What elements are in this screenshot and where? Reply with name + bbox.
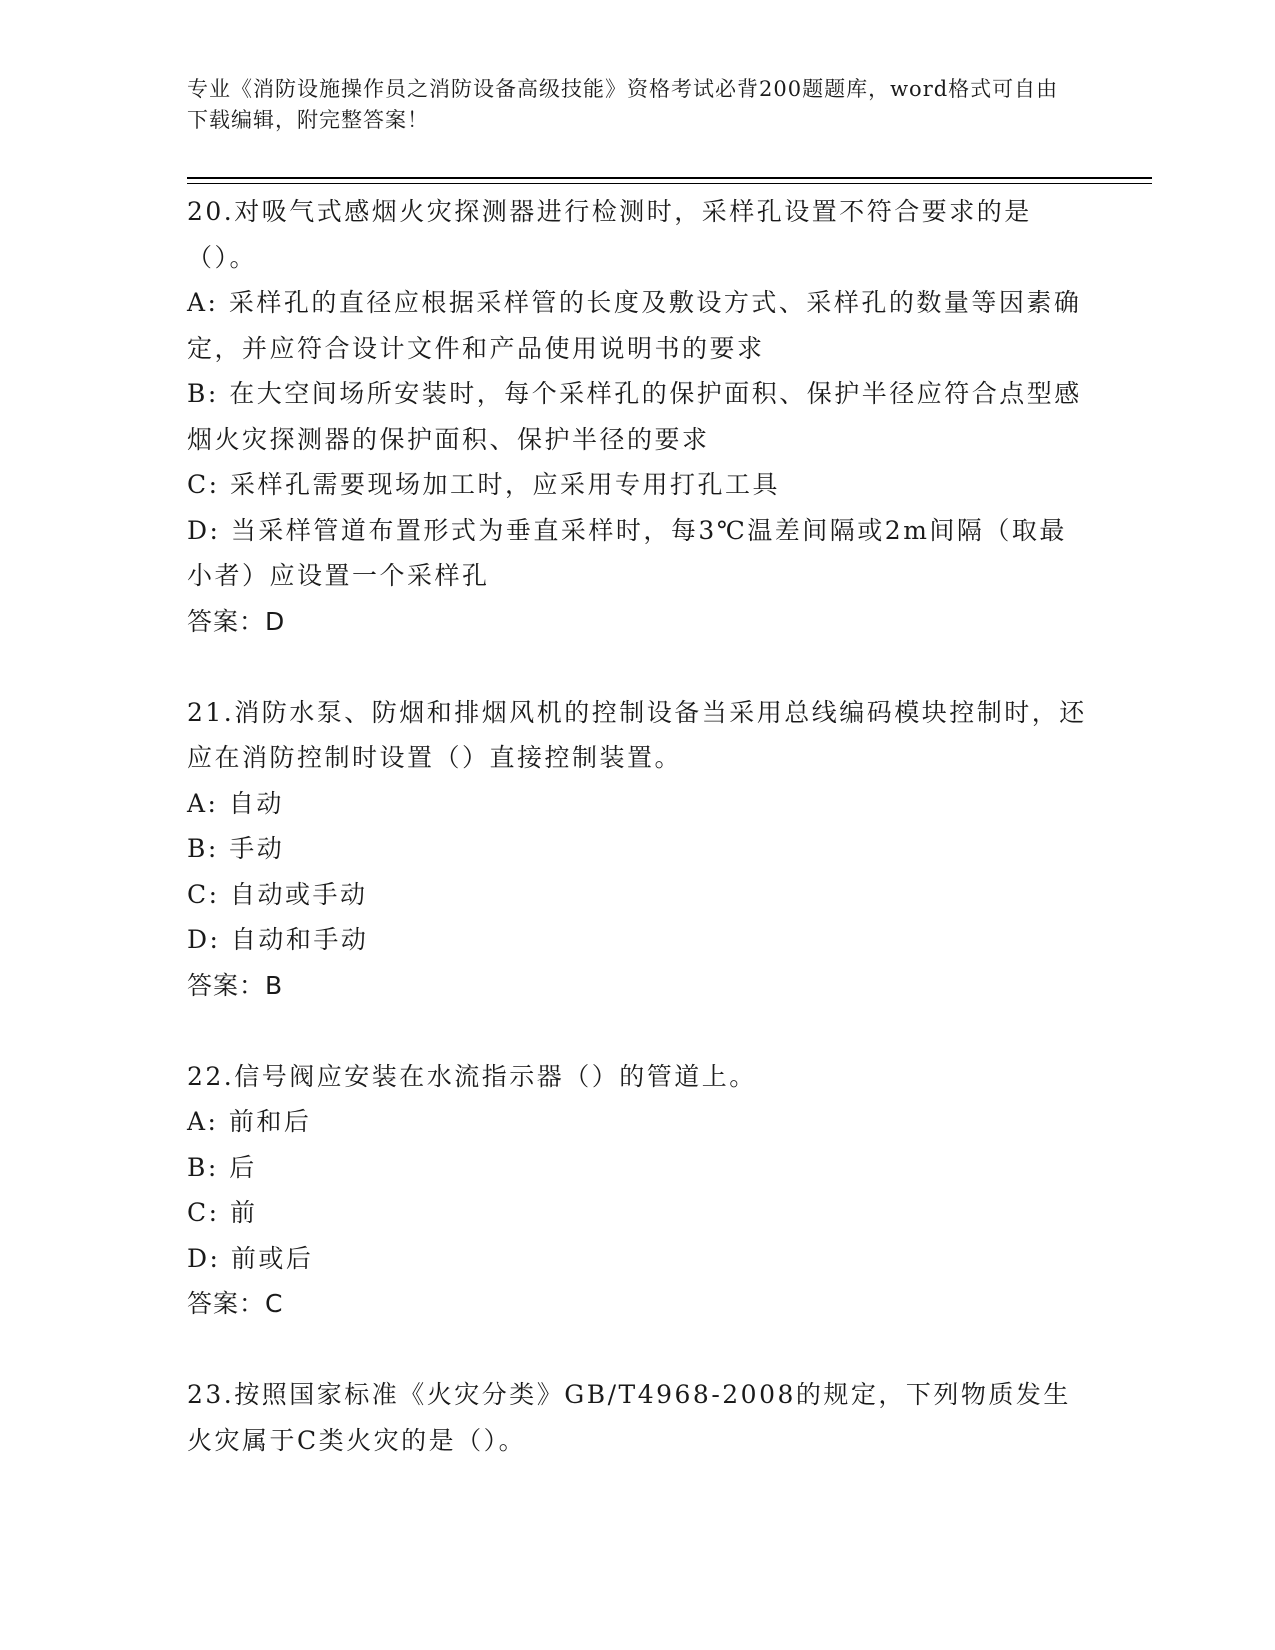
option-a: A: 采样孔的直径应根据采样管的长度及敷设方式、采样孔的数量等因素确定，并应符合设计文件和产品使用说明书的要求 bbox=[187, 288, 1082, 363]
question-list bbox=[187, 189, 1087, 1463]
option-b: B: 手动 bbox=[187, 834, 285, 863]
header-rule-thick bbox=[187, 177, 1152, 179]
option-c: C: 前 bbox=[187, 1198, 258, 1227]
option-a: A: 前和后 bbox=[187, 1107, 312, 1136]
question-spacer bbox=[187, 644, 1087, 690]
question-20 bbox=[187, 189, 1087, 644]
option-a: A: 自动 bbox=[187, 788, 284, 818]
question-spacer bbox=[187, 1008, 1087, 1054]
question-23 bbox=[187, 1372, 1087, 1463]
option-d: D: 前或后 bbox=[187, 1243, 314, 1273]
question-spacer bbox=[187, 1327, 1087, 1373]
option-b: B: 在大空间场所安装时，每个采样孔的保护面积、保护半径应符合点型感烟火灾探测器的保护面积、保护半径的要求 bbox=[187, 379, 1082, 454]
question-stem: 21.消防水泵、防烟和排烟风机的控制设备当采用总线编码模块控制时，还应在消防控制时设置（）直接控制装置。 bbox=[187, 697, 1087, 772]
answer-label: 答案：C bbox=[187, 1289, 284, 1318]
question-21 bbox=[187, 690, 1087, 1009]
answer-label: 答案：B bbox=[187, 970, 284, 1000]
option-d: D: 当采样管道布置形式为垂直采样时，每3℃温差间隔或2m间隔（取最小者）应设置一个采样孔 bbox=[187, 515, 1067, 590]
option-c: C: 采样孔需要现场加工时，应采用专用打孔工具 bbox=[187, 470, 780, 499]
option-d: D: 自动和手动 bbox=[187, 925, 369, 954]
question-stem: 23.按照国家标准《火灾分类》GB/T4968-2008的规定，下列物质发生火灾属于C类火灾的是（）。 bbox=[187, 1380, 1071, 1455]
document-header: 专业《消防设施操作员之消防设备高级技能》资格考试必背200题题库，word格式可自由下载编辑，附完整答案！ bbox=[187, 77, 1059, 132]
question-22 bbox=[187, 1054, 1087, 1327]
question-stem: 22.信号阀应安装在水流指示器（）的管道上。 bbox=[187, 1061, 757, 1091]
answer-label: 答案：D bbox=[187, 606, 286, 636]
question-stem: 20.对吸气式感烟火灾探测器进行检测时，采样孔设置不符合要求的是（）。 bbox=[187, 197, 1032, 272]
option-c: C: 自动或手动 bbox=[187, 879, 368, 909]
header-rule-thin bbox=[187, 183, 1152, 184]
option-b: B: 后 bbox=[187, 1152, 257, 1182]
